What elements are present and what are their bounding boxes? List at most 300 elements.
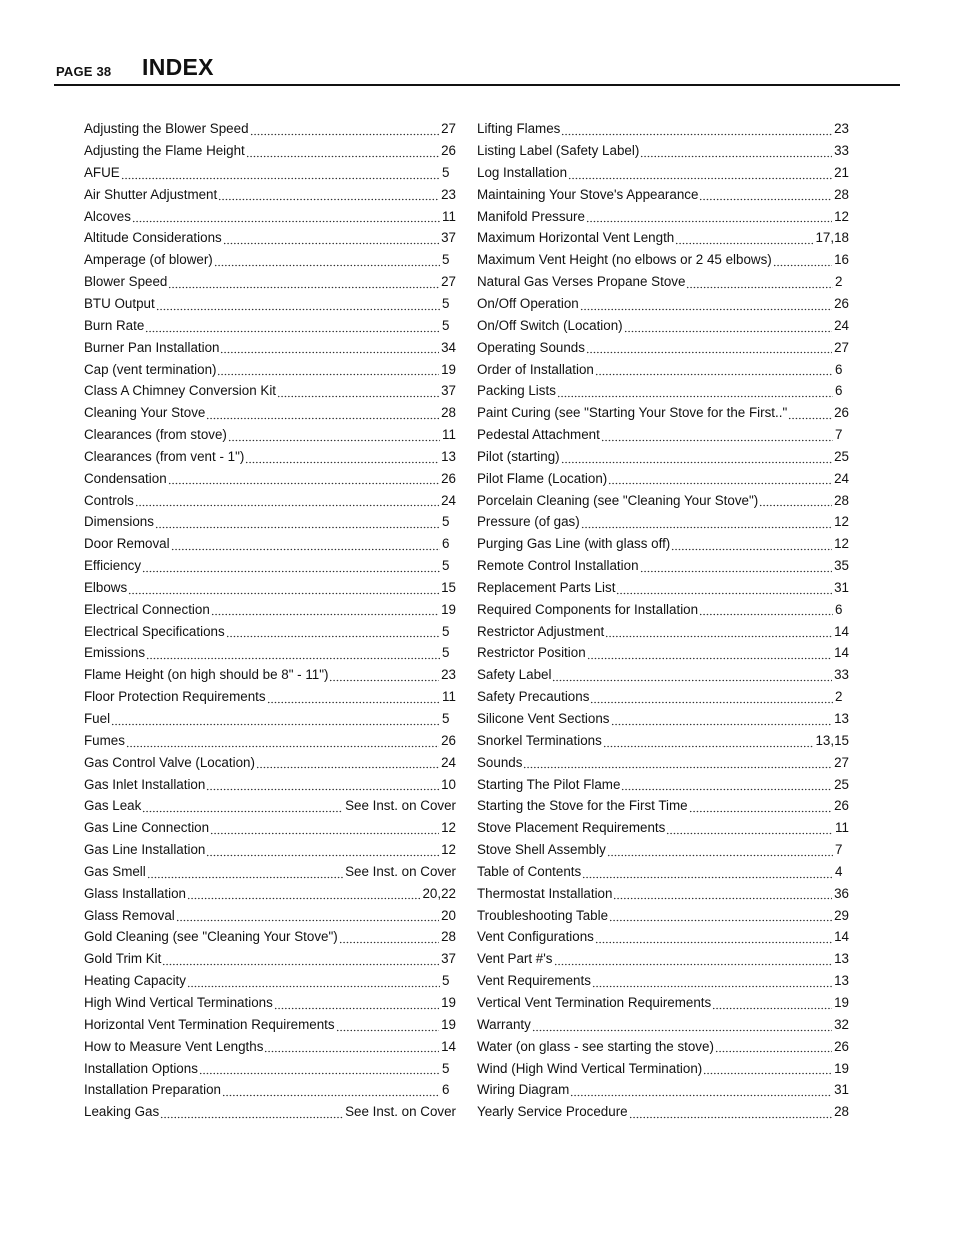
page-title: INDEX bbox=[142, 54, 214, 80]
index-page-ref: 5 bbox=[442, 295, 450, 311]
index-entry bbox=[477, 708, 849, 730]
dot-leader bbox=[613, 890, 832, 900]
index-entry bbox=[477, 271, 849, 293]
dot-leader bbox=[603, 738, 814, 748]
index-entry bbox=[84, 883, 456, 905]
index-entry bbox=[477, 249, 849, 271]
index-page-ref: 26 bbox=[441, 732, 456, 748]
index-entry bbox=[84, 1035, 456, 1057]
index-entry bbox=[477, 533, 849, 555]
index-term: Emissions bbox=[84, 645, 146, 661]
index-term: Amperage (of blower) bbox=[84, 252, 213, 268]
dot-leader bbox=[277, 388, 439, 398]
index-term: Condensation bbox=[84, 470, 167, 486]
dot-leader bbox=[128, 585, 439, 595]
index-entry bbox=[477, 642, 849, 664]
dot-leader bbox=[552, 672, 832, 682]
index-term: Listing Label (Safety Label) bbox=[477, 143, 640, 159]
index-entry bbox=[84, 839, 456, 861]
index-page-ref: 28 bbox=[441, 929, 456, 945]
index-entry bbox=[477, 795, 849, 817]
dot-leader bbox=[689, 803, 832, 813]
dot-leader bbox=[121, 170, 440, 180]
dot-leader bbox=[561, 126, 832, 136]
index-term: Safety Precautions bbox=[477, 689, 590, 705]
index-page-ref: 5 bbox=[442, 645, 450, 661]
index-entry bbox=[84, 468, 456, 490]
index-term: Vent Requirements bbox=[477, 973, 591, 989]
index-term: Gas Line Installation bbox=[84, 842, 206, 858]
index-entry bbox=[84, 795, 456, 817]
index-page-ref: 5 bbox=[442, 623, 450, 639]
index-term: Alcoves bbox=[84, 208, 131, 224]
index-page-ref: 19 bbox=[441, 361, 456, 377]
index-term: Silicone Vent Sections bbox=[477, 711, 610, 726]
index-term: Altitude Considerations bbox=[84, 230, 222, 246]
dot-leader bbox=[554, 956, 833, 966]
index-term: Electrical Specifications bbox=[84, 623, 225, 639]
index-column-left bbox=[84, 118, 456, 1123]
index-entry bbox=[84, 620, 456, 642]
index-page-ref: 4 bbox=[835, 863, 843, 879]
index-entry bbox=[477, 184, 849, 206]
index-page-ref: 37 bbox=[441, 951, 456, 967]
dot-leader bbox=[336, 1022, 440, 1032]
dot-leader bbox=[570, 1087, 832, 1097]
index-term: Operating Sounds bbox=[477, 339, 585, 355]
index-entry bbox=[477, 446, 849, 468]
index-entry bbox=[84, 162, 456, 184]
index-term: Gas Smell bbox=[84, 863, 146, 879]
index-entry bbox=[84, 599, 456, 621]
dot-leader bbox=[568, 170, 832, 180]
dot-leader bbox=[171, 541, 440, 551]
index-page-ref: 34 bbox=[441, 339, 456, 355]
index-entry bbox=[477, 1014, 849, 1036]
dot-leader bbox=[616, 585, 832, 595]
index-term: Adjusting the Flame Height bbox=[84, 143, 245, 159]
dot-leader bbox=[586, 344, 832, 354]
index-page-ref: 15 bbox=[441, 579, 456, 595]
index-term: Gold Cleaning (see "Cleaning Your Stove") bbox=[84, 929, 338, 945]
index-term: Table of Contents bbox=[477, 863, 582, 879]
index-entry bbox=[477, 358, 849, 380]
index-entry bbox=[477, 817, 849, 839]
index-entry bbox=[477, 468, 849, 490]
index-entry bbox=[84, 642, 456, 664]
index-term: Paint Curing (see "Starting Your Stove for the First.." bbox=[477, 405, 788, 421]
index-entry bbox=[84, 184, 456, 206]
dot-leader bbox=[246, 148, 439, 158]
index-entry bbox=[84, 249, 456, 271]
index-entry bbox=[477, 1057, 849, 1079]
index-page-ref: 7 bbox=[835, 842, 843, 858]
index-entry bbox=[477, 577, 849, 599]
index-term: Snorkel Terminations bbox=[477, 732, 602, 748]
index-entry bbox=[84, 446, 456, 468]
dot-leader bbox=[699, 191, 832, 201]
dot-leader bbox=[245, 454, 439, 464]
dot-leader bbox=[592, 978, 832, 988]
index-term: Porcelain Cleaning (see "Cleaning Your Stove") bbox=[477, 492, 759, 508]
dot-leader bbox=[607, 847, 833, 857]
dot-leader bbox=[168, 475, 439, 485]
dot-leader bbox=[160, 1109, 343, 1119]
index-page-ref: 6 bbox=[835, 601, 843, 617]
index-entry bbox=[84, 992, 456, 1014]
index-page-ref: 10 bbox=[441, 776, 456, 792]
index-term: Installation Options bbox=[84, 1060, 198, 1076]
index-page-ref: 33 bbox=[834, 143, 849, 159]
index-term: Burner Pan Installation bbox=[84, 339, 220, 355]
index-entry bbox=[477, 336, 849, 358]
index-page-ref: 37 bbox=[441, 383, 456, 399]
index-entry bbox=[84, 1057, 456, 1079]
dot-leader bbox=[220, 344, 439, 354]
index-entry bbox=[477, 926, 849, 948]
index-term: Leaking Gas bbox=[84, 1104, 160, 1120]
index-page-ref: 29 bbox=[834, 907, 849, 923]
index-term: Glass Installation bbox=[84, 885, 186, 901]
index-page-ref: 23 bbox=[441, 667, 456, 683]
index-term: Wind (High Wind Vertical Termination) bbox=[477, 1060, 703, 1076]
index-term: Fuel bbox=[84, 711, 111, 726]
index-term: Water (on glass - see starting the stove) bbox=[477, 1038, 714, 1054]
index-entry bbox=[84, 708, 456, 730]
index-page-ref: 24 bbox=[834, 317, 849, 333]
dot-leader bbox=[206, 781, 439, 791]
index-page-ref: 11 bbox=[835, 820, 849, 836]
index-term: Starting the Stove for the First Time bbox=[477, 798, 688, 814]
index-term: Manifold Pressure bbox=[477, 208, 585, 224]
index-entry bbox=[477, 1101, 849, 1123]
index-entry bbox=[84, 861, 456, 883]
dot-leader bbox=[595, 366, 833, 376]
dot-leader bbox=[210, 825, 439, 835]
index-page-ref: 28 bbox=[834, 492, 849, 508]
index-page-ref: 25 bbox=[834, 448, 849, 464]
index-term: AFUE bbox=[84, 164, 120, 180]
index-page-ref: 13 bbox=[834, 973, 849, 989]
index-page-ref: 6 bbox=[442, 536, 450, 552]
index-entry bbox=[84, 904, 456, 926]
index-page-ref: 2 bbox=[835, 274, 843, 290]
index-page-ref: 19 bbox=[834, 1060, 849, 1076]
index-page-ref: 5 bbox=[442, 514, 450, 530]
index-page-ref: 5 bbox=[442, 1060, 450, 1076]
dot-leader bbox=[601, 432, 833, 442]
dot-leader bbox=[595, 934, 832, 944]
dot-leader bbox=[228, 432, 440, 442]
dot-leader bbox=[226, 628, 440, 638]
index-page-ref: 12 bbox=[834, 536, 849, 552]
index-term: Elbows bbox=[84, 579, 128, 595]
index-entry bbox=[84, 533, 456, 555]
dot-leader bbox=[329, 672, 439, 682]
page-header bbox=[54, 52, 900, 86]
index-page-ref: 11 bbox=[442, 427, 456, 443]
index-entry bbox=[477, 511, 849, 533]
dot-leader bbox=[176, 912, 439, 922]
index-term: Flame Height (on high should be 8" - 11") bbox=[84, 667, 329, 683]
index-entry bbox=[84, 555, 456, 577]
dot-leader bbox=[147, 869, 343, 879]
index-term: Gas Control Valve (Location) bbox=[84, 754, 255, 770]
dot-leader bbox=[686, 279, 833, 289]
index-entry bbox=[477, 424, 849, 446]
index-term: Gas Inlet Installation bbox=[84, 776, 206, 792]
index-term: Required Components for Installation bbox=[477, 601, 699, 617]
index-term: Gold Trim Kit bbox=[84, 951, 162, 967]
index-term: Class A Chimney Conversion Kit bbox=[84, 383, 277, 399]
dot-leader bbox=[187, 978, 440, 988]
index-entry bbox=[84, 140, 456, 162]
index-entry bbox=[477, 1035, 849, 1057]
index-term: Gas Leak bbox=[84, 798, 142, 814]
dot-leader bbox=[217, 366, 439, 376]
dot-leader bbox=[135, 497, 439, 507]
index-entry bbox=[477, 992, 849, 1014]
index-term: How to Measure Vent Lengths bbox=[84, 1038, 264, 1054]
index-page-ref: 23 bbox=[834, 121, 849, 137]
index-page-ref: 32 bbox=[834, 1016, 849, 1032]
index-term: High Wind Vertical Terminations bbox=[84, 994, 273, 1010]
index-term: Cap (vent termination) bbox=[84, 361, 217, 377]
index-entry bbox=[84, 402, 456, 424]
dot-leader bbox=[211, 606, 439, 616]
index-page-ref: 12 bbox=[834, 514, 849, 530]
index-entry bbox=[477, 555, 849, 577]
index-term: Floor Protection Requirements bbox=[84, 689, 266, 705]
index-term: Pilot Flame (Location) bbox=[477, 470, 608, 486]
index-entry bbox=[84, 817, 456, 839]
dot-leader bbox=[126, 738, 439, 748]
index-entry bbox=[84, 948, 456, 970]
index-page-ref: 26 bbox=[441, 470, 456, 486]
index-term: Safety Label bbox=[477, 667, 552, 683]
index-entry bbox=[477, 686, 849, 708]
dot-leader bbox=[218, 191, 439, 201]
index-page-ref: 20 bbox=[441, 907, 456, 923]
index-term: Clearances (from vent - 1") bbox=[84, 448, 245, 464]
index-entry bbox=[84, 686, 456, 708]
index-term: Yearly Service Procedure bbox=[477, 1104, 628, 1120]
index-page-ref: 19 bbox=[441, 601, 456, 617]
dot-leader bbox=[156, 301, 440, 311]
index-entry bbox=[84, 489, 456, 511]
index-page-ref: 26 bbox=[441, 143, 456, 159]
index-entry bbox=[84, 227, 456, 249]
index-page-ref: 13 bbox=[834, 711, 849, 726]
index-term: Restrictor Adjustment bbox=[477, 623, 605, 639]
index-page-ref: 26 bbox=[834, 798, 849, 814]
dot-leader bbox=[608, 475, 832, 485]
index-entry bbox=[477, 118, 849, 140]
dot-leader bbox=[532, 1022, 832, 1032]
dot-leader bbox=[145, 323, 440, 333]
index-page-ref: 19 bbox=[441, 1016, 456, 1032]
index-term: Controls bbox=[84, 492, 134, 508]
index-entry bbox=[477, 839, 849, 861]
index-term: Lifting Flames bbox=[477, 121, 561, 137]
index-page-ref: 6 bbox=[835, 361, 843, 377]
dot-leader bbox=[142, 563, 440, 573]
index-entry bbox=[84, 773, 456, 795]
dot-leader bbox=[132, 213, 440, 223]
index-entry bbox=[84, 926, 456, 948]
dot-leader bbox=[250, 126, 440, 136]
index-entry bbox=[477, 1079, 849, 1101]
index-term: Order of Installation bbox=[477, 361, 594, 377]
index-page-ref: 13,15 bbox=[815, 732, 849, 748]
index-entry bbox=[84, 664, 456, 686]
index-page-ref: 24 bbox=[834, 470, 849, 486]
index-term: Door Removal bbox=[84, 536, 170, 552]
index-entry bbox=[477, 664, 849, 686]
dot-leader bbox=[222, 1087, 440, 1097]
index-entry bbox=[84, 424, 456, 446]
index-term: Wiring Diagram bbox=[477, 1082, 570, 1098]
dot-leader bbox=[611, 716, 833, 726]
dot-leader bbox=[671, 541, 832, 551]
index-page-ref: 5 bbox=[442, 973, 450, 989]
index-term: Heating Capacity bbox=[84, 973, 186, 989]
index-entry bbox=[477, 970, 849, 992]
index-entry bbox=[84, 751, 456, 773]
dot-leader bbox=[168, 279, 439, 289]
index-page-ref: 25 bbox=[834, 776, 849, 792]
index-entry bbox=[477, 730, 849, 752]
index-term: Electrical Connection bbox=[84, 601, 210, 617]
index-term: Fumes bbox=[84, 732, 125, 748]
index-page-ref: 28 bbox=[834, 1104, 849, 1120]
dot-leader bbox=[624, 323, 832, 333]
index-page-ref: 14 bbox=[441, 1038, 456, 1054]
index-page-ref: 37 bbox=[441, 230, 456, 246]
index-page-ref: 27 bbox=[834, 754, 849, 770]
index-term: Remote Control Installation bbox=[477, 558, 639, 574]
index-term: Dimensions bbox=[84, 514, 154, 530]
index-term: On/Off Switch (Location) bbox=[477, 317, 623, 333]
index-page-ref: 11 bbox=[442, 208, 456, 224]
index-term: Stove Placement Requirements bbox=[477, 820, 666, 836]
dot-leader bbox=[580, 301, 832, 311]
index-entry bbox=[84, 511, 456, 533]
index-column-right bbox=[477, 118, 849, 1123]
index-term: Log Installation bbox=[477, 164, 568, 180]
index-page-ref: 2 bbox=[835, 689, 843, 705]
index-entry bbox=[84, 730, 456, 752]
index-page-ref: 12 bbox=[441, 842, 456, 858]
index-entry bbox=[477, 205, 849, 227]
dot-leader bbox=[223, 235, 439, 245]
index-page-ref: 5 bbox=[442, 252, 450, 268]
index-entry bbox=[84, 118, 456, 140]
index-entry bbox=[84, 970, 456, 992]
dot-leader bbox=[111, 716, 440, 726]
index-page-ref: 23 bbox=[441, 186, 456, 202]
dot-leader bbox=[264, 1043, 439, 1053]
index-entry bbox=[477, 162, 849, 184]
dot-leader bbox=[557, 388, 833, 398]
index-entry bbox=[477, 402, 849, 424]
index-page-ref: 31 bbox=[834, 1082, 849, 1098]
dot-leader bbox=[142, 803, 343, 813]
index-entry bbox=[84, 293, 456, 315]
index-page-ref: 5 bbox=[442, 164, 450, 180]
dot-leader bbox=[715, 1043, 832, 1053]
index-page-ref: 27 bbox=[834, 339, 849, 355]
index-term: Vertical Vent Termination Requirements bbox=[477, 994, 712, 1010]
index-page-ref: 26 bbox=[834, 1038, 849, 1054]
index-entry bbox=[477, 599, 849, 621]
index-term: On/Off Operation bbox=[477, 295, 579, 311]
dot-leader bbox=[214, 257, 440, 267]
index-term: Replacement Parts List bbox=[477, 579, 616, 595]
page-number-label: PAGE 38 bbox=[56, 64, 112, 79]
dot-leader bbox=[629, 1109, 832, 1119]
index-entry bbox=[84, 1101, 456, 1123]
index-page-ref: 11 bbox=[442, 689, 456, 705]
index-entry bbox=[84, 1014, 456, 1036]
index-page-ref: 33 bbox=[834, 667, 849, 683]
index-term: BTU Output bbox=[84, 295, 155, 311]
index-entry bbox=[477, 773, 849, 795]
index-page-ref: 24 bbox=[441, 492, 456, 508]
dot-leader bbox=[256, 759, 439, 769]
index-entry bbox=[84, 315, 456, 337]
dot-leader bbox=[146, 650, 440, 660]
dot-leader bbox=[675, 235, 813, 245]
index-term: Pedestal Attachment bbox=[477, 427, 600, 443]
index-entry bbox=[477, 489, 849, 511]
index-term: Pilot (starting) bbox=[477, 448, 560, 464]
dot-leader bbox=[206, 847, 439, 857]
index-term: Troubleshooting Table bbox=[477, 907, 609, 923]
index-page-ref: 19 bbox=[441, 994, 456, 1010]
index-term: Sounds bbox=[477, 754, 523, 770]
index-page-ref: 5 bbox=[442, 711, 450, 726]
index-page-ref: 6 bbox=[442, 1082, 450, 1098]
index-page-ref: 17,18 bbox=[815, 230, 849, 246]
index-term: Pressure (of gas) bbox=[477, 514, 580, 530]
index-page-ref: 27 bbox=[441, 121, 456, 137]
dot-leader bbox=[561, 454, 832, 464]
index-page-ref: 36 bbox=[834, 885, 849, 901]
dot-leader bbox=[703, 1065, 832, 1075]
dot-leader bbox=[587, 650, 832, 660]
index-term: Purging Gas Line (with glass off) bbox=[477, 536, 671, 552]
index-term: Starting The Pilot Flame bbox=[477, 776, 621, 792]
index-term: Maintaining Your Stove's Appearance bbox=[477, 186, 699, 202]
dot-leader bbox=[609, 912, 832, 922]
index-page-ref: 12 bbox=[441, 820, 456, 836]
dot-leader bbox=[699, 606, 833, 616]
index-term: Stove Shell Assembly bbox=[477, 842, 606, 858]
index-term: Efficiency bbox=[84, 558, 142, 574]
index-page-ref: 13 bbox=[834, 951, 849, 967]
index-term: Natural Gas Verses Propane Stove bbox=[477, 274, 686, 290]
index-term: Packing Lists bbox=[477, 383, 556, 399]
index-term: Vent Configurations bbox=[477, 929, 594, 945]
index-term: Burn Rate bbox=[84, 317, 145, 333]
dot-leader bbox=[590, 694, 833, 704]
index-page-ref: 35 bbox=[834, 558, 849, 574]
index-page-ref: 28 bbox=[834, 186, 849, 202]
index-page-ref: 27 bbox=[441, 274, 456, 290]
index-page-ref: 14 bbox=[834, 645, 849, 661]
index-entry bbox=[84, 577, 456, 599]
